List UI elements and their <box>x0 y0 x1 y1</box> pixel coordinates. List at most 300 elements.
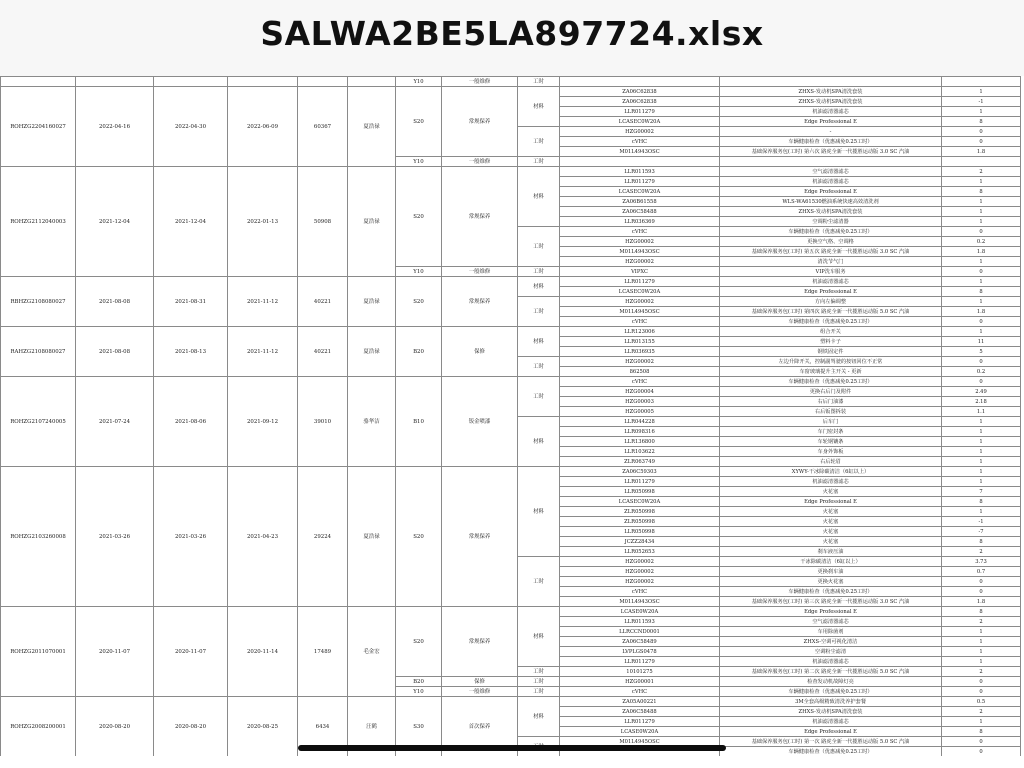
cell-quantity[interactable]: 8 <box>942 607 1021 617</box>
cell-empty[interactable] <box>1 77 76 87</box>
cell-date-open[interactable]: 2020-08-20 <box>76 697 154 757</box>
cell-category[interactable]: 工时 <box>518 687 560 697</box>
cell-part-number[interactable] <box>560 157 720 167</box>
cell-empty[interactable] <box>154 77 228 87</box>
cell-date-open[interactable]: 2021-08-08 <box>76 277 154 327</box>
cell-quantity[interactable]: 1 <box>942 197 1021 207</box>
cell-quantity[interactable]: 1 <box>942 297 1021 307</box>
cell-quantity[interactable]: 2.18 <box>942 397 1021 407</box>
cell-date-settle[interactable]: 2021-04-23 <box>228 467 298 607</box>
cell-part-number[interactable]: LLR052653 <box>560 547 720 557</box>
cell-quantity[interactable] <box>942 77 1021 87</box>
cell-quantity[interactable]: 1 <box>942 717 1021 727</box>
cell-description[interactable]: ZHXS-发动机SPA清洗套装 <box>720 207 942 217</box>
cell-quantity[interactable]: 0 <box>942 357 1021 367</box>
cell-project-type[interactable]: 一般维修 <box>442 157 518 167</box>
cell-description[interactable]: Edge Professional E <box>720 607 942 617</box>
cell-date-open[interactable]: 2021-03-26 <box>76 467 154 607</box>
cell-quantity[interactable]: 2 <box>942 547 1021 557</box>
cell-description[interactable]: 检查发动机故障灯亮 <box>720 677 942 687</box>
cell-part-number[interactable]: HZG00002 <box>560 567 720 577</box>
cell-quantity[interactable]: 0 <box>942 677 1021 687</box>
cell-description[interactable]: 空调粉尘滤清 <box>720 647 942 657</box>
cell-quantity[interactable]: 0 <box>942 227 1021 237</box>
cell-description[interactable]: 机油滤清器滤芯 <box>720 657 942 667</box>
cell-part-number[interactable]: LLR011279 <box>560 107 720 117</box>
cell-description[interactable]: Edge Professional E <box>720 497 942 507</box>
home-indicator[interactable] <box>298 745 726 751</box>
cell-quantity[interactable]: 8 <box>942 727 1021 737</box>
cell-description[interactable]: 干冰除碳清洁（6缸以上） <box>720 557 942 567</box>
cell-description[interactable]: 左边升降开关，控制副驾驶的按钮回位不正常 <box>720 357 942 367</box>
cell-part-number[interactable]: LLR050998 <box>560 527 720 537</box>
cell-description[interactable]: 火花塞 <box>720 537 942 547</box>
cell-part-number[interactable]: ZLR050998 <box>560 517 720 527</box>
cell-order-number[interactable]: ROHZG2103260008 <box>1 467 76 607</box>
cell-quantity[interactable]: 0 <box>942 127 1021 137</box>
cell-part-number[interactable]: LLR050998 <box>560 487 720 497</box>
cell-quantity[interactable]: 0 <box>942 137 1021 147</box>
cell-part-number[interactable]: ZA06C58489 <box>560 637 720 647</box>
cell-part-number[interactable]: M01L4943OSC <box>560 597 720 607</box>
cell-quantity[interactable]: 8 <box>942 537 1021 547</box>
cell-part-number[interactable]: M01L4945OSC <box>560 737 720 747</box>
cell-part-number[interactable]: HZG00002 <box>560 357 720 367</box>
cell-description[interactable]: 车辆健康检查（优惠减免0.25工时） <box>720 227 942 237</box>
cell-date-close[interactable]: 2021-03-26 <box>154 467 228 607</box>
cell-part-number[interactable]: ZA06C59303 <box>560 467 720 477</box>
cell-description[interactable]: Edge Professional E <box>720 287 942 297</box>
cell-quantity[interactable]: 0 <box>942 267 1021 277</box>
cell-category[interactable]: 工时 <box>518 157 560 167</box>
cell-description[interactable]: 火花塞 <box>720 487 942 497</box>
cell-part-number[interactable]: HZG00002 <box>560 297 720 307</box>
cell-project-code[interactable]: B20 <box>396 327 442 377</box>
cell-date-settle[interactable]: 2021-09-12 <box>228 377 298 467</box>
cell-description[interactable]: 空气滤清器滤芯 <box>720 617 942 627</box>
cell-part-number[interactable]: LLR044228 <box>560 417 720 427</box>
cell-project-code[interactable]: Y10 <box>396 157 442 167</box>
cell-part-number[interactable] <box>560 77 720 87</box>
cell-description[interactable]: 刹车液压油 <box>720 547 942 557</box>
cell-project-type[interactable]: 常规保养 <box>442 607 518 677</box>
cell-project-code[interactable]: S20 <box>396 87 442 157</box>
cell-order-number[interactable]: ROHZG2008200001 <box>1 697 76 757</box>
cell-mileage[interactable]: 29224 <box>298 467 348 607</box>
cell-part-number[interactable]: LVPLGS0478 <box>560 647 720 657</box>
cell-part-number[interactable]: M01L4943OSC <box>560 147 720 157</box>
cell-project-code[interactable]: B10 <box>396 377 442 467</box>
cell-project-type[interactable]: 钣金喷漆 <box>442 377 518 467</box>
cell-description[interactable]: 方向左偏调整 <box>720 297 942 307</box>
cell-description[interactable]: 机油滤清器滤芯 <box>720 107 942 117</box>
cell-order-number[interactable]: ROHZG2112040003 <box>1 167 76 277</box>
cell-part-number[interactable]: LCASE0W20A <box>560 727 720 737</box>
cell-quantity[interactable]: 1 <box>942 87 1021 97</box>
cell-order-number[interactable]: ROHZG2011070001 <box>1 607 76 697</box>
cell-description[interactable]: VIP洗车服务 <box>720 267 942 277</box>
cell-part-number[interactable]: 862508 <box>560 367 720 377</box>
cell-date-close[interactable]: 2021-08-31 <box>154 277 228 327</box>
cell-quantity[interactable]: -1 <box>942 517 1021 527</box>
cell-quantity[interactable]: 2 <box>942 617 1021 627</box>
cell-quantity[interactable]: 1.8 <box>942 147 1021 157</box>
cell-description[interactable]: 车用除菌剂 <box>720 627 942 637</box>
cell-quantity[interactable]: 0 <box>942 587 1021 597</box>
cell-part-number[interactable]: LCASEC0W20A <box>560 117 720 127</box>
cell-category[interactable]: 材料 <box>518 697 560 737</box>
cell-description[interactable]: - <box>720 127 942 137</box>
cell-part-number[interactable]: LLR013155 <box>560 337 720 347</box>
cell-description[interactable]: 组合开关 <box>720 327 942 337</box>
cell-project-type[interactable]: 常规保养 <box>442 467 518 607</box>
cell-quantity[interactable]: 8 <box>942 117 1021 127</box>
cell-description[interactable]: 右后钣图拆装 <box>720 407 942 417</box>
cell-description[interactable]: 机油滤清器滤芯 <box>720 177 942 187</box>
cell-part-number[interactable]: LLR123006 <box>560 327 720 337</box>
cell-part-number[interactable]: LCASEC0W20A <box>560 497 720 507</box>
cell-advisor[interactable]: 骆华洁 <box>348 377 396 467</box>
cell-mileage[interactable]: 60367 <box>298 87 348 167</box>
cell-description[interactable]: 车辆健康检查（优惠减免0.25工时） <box>720 747 942 757</box>
cell-description[interactable]: 基础保养服务包(工时) 第一次 路虎全新一代揽胜运动版 5.0 SC 汽油 <box>720 737 942 747</box>
cell-description[interactable]: 更换火花塞 <box>720 577 942 587</box>
cell-part-number[interactable]: LLRCCND0001 <box>560 627 720 637</box>
cell-date-settle[interactable]: 2022-06-09 <box>228 87 298 167</box>
cell-project-code[interactable]: S30 <box>396 697 442 757</box>
cell-quantity[interactable]: 8 <box>942 497 1021 507</box>
cell-quantity[interactable]: 0 <box>942 577 1021 587</box>
cell-quantity[interactable]: 1 <box>942 447 1021 457</box>
cell-category[interactable]: 工时 <box>518 357 560 377</box>
cell-date-close[interactable]: 2020-08-20 <box>154 697 228 757</box>
cell-category[interactable]: 材料 <box>518 417 560 467</box>
cell-quantity[interactable]: 1 <box>942 327 1021 337</box>
cell-date-settle[interactable]: 2022-01-13 <box>228 167 298 277</box>
cell-quantity[interactable]: 1 <box>942 627 1021 637</box>
cell-quantity[interactable]: 1 <box>942 257 1021 267</box>
cell-mileage[interactable]: 40221 <box>298 277 348 327</box>
cell-quantity[interactable]: 0.7 <box>942 567 1021 577</box>
cell-empty[interactable] <box>348 77 396 87</box>
cell-quantity[interactable]: 2.49 <box>942 387 1021 397</box>
cell-quantity[interactable]: 1 <box>942 177 1021 187</box>
cell-part-number[interactable]: HZG00002 <box>560 557 720 567</box>
cell-description[interactable]: 更换空气格、空调格 <box>720 237 942 247</box>
cell-description[interactable]: 塑料卡子 <box>720 337 942 347</box>
cell-date-settle[interactable]: 2021-11-12 <box>228 327 298 377</box>
cell-description[interactable]: 火花塞 <box>720 527 942 537</box>
cell-part-number[interactable]: LLR036369 <box>560 217 720 227</box>
cell-part-number[interactable]: LLR098316 <box>560 427 720 437</box>
cell-quantity[interactable]: 1 <box>942 217 1021 227</box>
cell-description[interactable] <box>720 157 942 167</box>
cell-project-type[interactable]: 保修 <box>442 327 518 377</box>
cell-quantity[interactable]: 1 <box>942 657 1021 667</box>
cell-description[interactable]: 更换刹车油 <box>720 567 942 577</box>
cell-quantity[interactable]: 2 <box>942 167 1021 177</box>
cell-description[interactable]: 空气滤清器滤芯 <box>720 167 942 177</box>
cell-order-number[interactable]: ROHZG2107240005 <box>1 377 76 467</box>
cell-part-number[interactable]: ZA06B61558 <box>560 197 720 207</box>
cell-description[interactable]: ZHXS-发动机SPA清洗套装 <box>720 87 942 97</box>
cell-part-number[interactable]: ZA05A00221 <box>560 697 720 707</box>
cell-category[interactable]: 材料 <box>518 167 560 227</box>
cell-description[interactable]: 机油滤清器滤芯 <box>720 277 942 287</box>
cell-empty[interactable] <box>298 77 348 87</box>
cell-part-number[interactable]: ZLR050998 <box>560 507 720 517</box>
cell-description[interactable]: Edge Professional E <box>720 727 942 737</box>
cell-category[interactable]: 材料 <box>518 87 560 127</box>
cell-part-number[interactable]: M01L4945OSC <box>560 307 720 317</box>
cell-quantity[interactable]: 8 <box>942 187 1021 197</box>
cell-quantity[interactable]: 1 <box>942 507 1021 517</box>
cell-date-settle[interactable]: 2020-08-25 <box>228 697 298 757</box>
cell-date-close[interactable]: 2021-08-06 <box>154 377 228 467</box>
cell-quantity[interactable]: 1.8 <box>942 597 1021 607</box>
cell-category[interactable]: 工时 <box>518 377 560 417</box>
cell-mileage[interactable]: 39010 <box>298 377 348 467</box>
cell-part-number[interactable]: LLR011279 <box>560 477 720 487</box>
cell-part-number[interactable]: HZG00001 <box>560 677 720 687</box>
cell-description[interactable]: 火花塞 <box>720 517 942 527</box>
cell-part-number[interactable]: JCZZ28434 <box>560 537 720 547</box>
cell-part-number[interactable]: cVHC <box>560 687 720 697</box>
cell-category[interactable]: 工时 <box>518 267 560 277</box>
cell-advisor[interactable]: 夏浩禄 <box>348 167 396 277</box>
cell-quantity[interactable]: 1 <box>942 457 1021 467</box>
cell-project-type[interactable]: 首次保养 <box>442 697 518 757</box>
cell-description[interactable]: WLS-WA61530燃油系统快速高效清洗剂 <box>720 197 942 207</box>
cell-project-type[interactable]: 常规保养 <box>442 167 518 267</box>
cell-description[interactable]: 右后轮眉 <box>720 457 942 467</box>
cell-quantity[interactable]: 0.5 <box>942 697 1021 707</box>
cell-part-number[interactable]: ZA06C62838 <box>560 87 720 97</box>
cell-category[interactable]: 材料 <box>518 277 560 297</box>
cell-mileage[interactable]: 40221 <box>298 327 348 377</box>
cell-project-code[interactable]: Y10 <box>396 267 442 277</box>
cell-quantity[interactable]: 0.2 <box>942 367 1021 377</box>
cell-description[interactable]: 更换右后门及附件 <box>720 387 942 397</box>
cell-order-number[interactable]: RAHZG2108080027 <box>1 327 76 377</box>
cell-part-number[interactable]: 10101275 <box>560 667 720 677</box>
cell-date-close[interactable]: 2021-08-13 <box>154 327 228 377</box>
cell-description[interactable]: 3M全套高级精致清洗养护套餐 <box>720 697 942 707</box>
cell-quantity[interactable]: 1 <box>942 277 1021 287</box>
cell-part-number[interactable]: ZA06C62838 <box>560 97 720 107</box>
cell-advisor[interactable]: 毛金宏 <box>348 607 396 697</box>
cell-part-number[interactable]: LLR011279 <box>560 177 720 187</box>
cell-part-number[interactable]: LLR011593 <box>560 617 720 627</box>
cell-description[interactable]: 基础保养服务包(工时) 第六次 路虎全新一代揽胜运动版 3.0 SC 汽油 <box>720 147 942 157</box>
cell-date-close[interactable]: 2020-11-07 <box>154 607 228 697</box>
cell-part-number[interactable]: ZA06C58488 <box>560 707 720 717</box>
cell-date-settle[interactable]: 2021-11-12 <box>228 277 298 327</box>
cell-part-number[interactable]: LLR011279 <box>560 277 720 287</box>
cell-description[interactable]: XYWY-干冰除碳清洁（6缸以上） <box>720 467 942 477</box>
cell-description[interactable]: 车辆健康检查（优惠减免0.25工时） <box>720 137 942 147</box>
cell-part-number[interactable]: ZLR063749 <box>560 457 720 467</box>
cell-quantity[interactable]: 1 <box>942 437 1021 447</box>
cell-quantity[interactable]: 1 <box>942 467 1021 477</box>
cell-part-number[interactable]: ZA06C58488 <box>560 207 720 217</box>
cell-date-close[interactable]: 2021-12-04 <box>154 167 228 277</box>
cell-part-number[interactable]: cVHC <box>560 377 720 387</box>
cell-project-type[interactable]: 一般维修 <box>442 77 518 87</box>
cell-project-code[interactable]: S20 <box>396 167 442 267</box>
cell-project-code[interactable]: S20 <box>396 277 442 327</box>
cell-description[interactable]: 车窗玻璃提升主开关 - 更新 <box>720 367 942 377</box>
cell-quantity[interactable]: 1 <box>942 637 1021 647</box>
cell-description[interactable] <box>720 77 942 87</box>
cell-project-type[interactable]: 常规保养 <box>442 277 518 327</box>
cell-category[interactable]: 材料 <box>518 327 560 357</box>
cell-advisor[interactable]: 夏浩禄 <box>348 327 396 377</box>
cell-category[interactable]: 工时 <box>518 667 560 677</box>
cell-quantity[interactable]: 2 <box>942 667 1021 677</box>
cell-project-type[interactable]: 常规保养 <box>442 87 518 157</box>
cell-category[interactable]: 材料 <box>518 607 560 667</box>
cell-part-number[interactable]: LCASEC0W20A <box>560 187 720 197</box>
cell-quantity[interactable]: 1.1 <box>942 407 1021 417</box>
cell-project-type[interactable]: 一般维修 <box>442 267 518 277</box>
cell-quantity[interactable]: 1 <box>942 477 1021 487</box>
cell-description[interactable]: 基础保养服务包(工时) 第四次 路虎全新一代揽胜运动版 5.0 SC 汽油 <box>720 307 942 317</box>
cell-quantity[interactable]: 1 <box>942 207 1021 217</box>
cell-part-number[interactable]: HZG00004 <box>560 387 720 397</box>
cell-description[interactable]: 清洗节气门 <box>720 257 942 267</box>
cell-date-close[interactable]: 2022-04-30 <box>154 87 228 167</box>
cell-description[interactable]: 火花塞 <box>720 507 942 517</box>
cell-part-number[interactable]: LLR011279 <box>560 717 720 727</box>
cell-quantity[interactable]: 5 <box>942 347 1021 357</box>
cell-description[interactable]: 车辆健康检查（优惠减免0.25工时） <box>720 377 942 387</box>
cell-advisor[interactable]: 夏浩禄 <box>348 467 396 607</box>
cell-part-number[interactable]: LCASE0W20A <box>560 607 720 617</box>
cell-date-settle[interactable]: 2020-11-14 <box>228 607 298 697</box>
cell-quantity[interactable]: 0 <box>942 687 1021 697</box>
cell-part-number[interactable]: HZG00002 <box>560 127 720 137</box>
cell-quantity[interactable]: 0 <box>942 317 1021 327</box>
cell-category[interactable]: 工时 <box>518 677 560 687</box>
cell-description[interactable]: 机油滤清器滤芯 <box>720 477 942 487</box>
cell-empty[interactable] <box>76 77 154 87</box>
cell-description[interactable]: 车辆健康检查（优惠减免0.25工时） <box>720 687 942 697</box>
cell-part-number[interactable]: HZG00003 <box>560 397 720 407</box>
cell-quantity[interactable]: 0.2 <box>942 237 1021 247</box>
cell-order-number[interactable]: ROHZG2204160027 <box>1 87 76 167</box>
cell-advisor[interactable]: 汪鹤 <box>348 697 396 757</box>
cell-quantity[interactable]: 0 <box>942 747 1021 757</box>
cell-part-number[interactable]: LCASEC0W20A <box>560 287 720 297</box>
cell-quantity[interactable]: 2 <box>942 707 1021 717</box>
cell-description[interactable]: 车辆健康检查（优惠减免0.25工时） <box>720 317 942 327</box>
cell-part-number[interactable]: LLR011593 <box>560 167 720 177</box>
cell-description[interactable]: 基础保养服务包(工时) 第三次 路虎全新一代揽胜运动版 3.0 SC 汽油 <box>720 597 942 607</box>
cell-description[interactable]: 基础保养服务包(工时) 第五次 路虎全新一代揽胜运动版 3.0 SC 汽油 <box>720 247 942 257</box>
cell-category[interactable]: 工时 <box>518 77 560 87</box>
cell-advisor[interactable]: 夏浩禄 <box>348 87 396 167</box>
cell-description[interactable]: 机油滤清器滤芯 <box>720 717 942 727</box>
cell-quantity[interactable]: 1.8 <box>942 247 1021 257</box>
cell-category[interactable]: 材料 <box>518 467 560 557</box>
cell-category[interactable]: 工时 <box>518 227 560 267</box>
cell-quantity[interactable]: 1 <box>942 107 1021 117</box>
cell-part-number[interactable]: HZG00002 <box>560 257 720 267</box>
cell-description[interactable]: ZHXS-发动机SPA清洗套装 <box>720 707 942 717</box>
cell-project-code[interactable]: Y10 <box>396 687 442 697</box>
cell-date-open[interactable]: 2021-07-24 <box>76 377 154 467</box>
spreadsheet-view[interactable] <box>0 76 1024 756</box>
cell-description[interactable]: 右后门油漆 <box>720 397 942 407</box>
cell-project-code[interactable]: Y10 <box>396 77 442 87</box>
cell-project-type[interactable]: 一般维修 <box>442 687 518 697</box>
cell-project-code[interactable]: B20 <box>396 677 442 687</box>
cell-quantity[interactable]: -1 <box>942 97 1021 107</box>
cell-project-code[interactable]: S20 <box>396 467 442 607</box>
cell-part-number[interactable]: LLR136800 <box>560 437 720 447</box>
cell-part-number[interactable]: cVHC <box>560 587 720 597</box>
cell-quantity[interactable]: 3.73 <box>942 557 1021 567</box>
cell-part-number[interactable]: LLR103622 <box>560 447 720 457</box>
cell-quantity[interactable]: 1 <box>942 427 1021 437</box>
cell-description[interactable]: 车身外饰板 <box>720 447 942 457</box>
cell-date-open[interactable]: 2022-04-16 <box>76 87 154 167</box>
cell-description[interactable]: 空调粉尘滤清器 <box>720 217 942 227</box>
cell-quantity[interactable]: -7 <box>942 527 1021 537</box>
cell-quantity[interactable]: 8 <box>942 287 1021 297</box>
cell-quantity[interactable]: 11 <box>942 337 1021 347</box>
cell-date-open[interactable]: 2021-12-04 <box>76 167 154 277</box>
cell-part-number[interactable]: LLR011279 <box>560 657 720 667</box>
cell-date-open[interactable]: 2020-11-07 <box>76 607 154 697</box>
cell-quantity[interactable]: 0 <box>942 737 1021 747</box>
cell-description[interactable]: ZHXS-发动机SPA清洗套装 <box>720 97 942 107</box>
cell-part-number[interactable]: cVHC <box>560 137 720 147</box>
cell-empty[interactable] <box>228 77 298 87</box>
cell-description[interactable]: 车门密封条 <box>720 427 942 437</box>
cell-project-code[interactable]: S20 <box>396 607 442 677</box>
cell-category[interactable]: 工时 <box>518 297 560 327</box>
cell-part-number[interactable]: cVHC <box>560 227 720 237</box>
cell-quantity[interactable]: 1 <box>942 417 1021 427</box>
cell-description[interactable]: 钢铁固定件 <box>720 347 942 357</box>
cell-part-number[interactable]: HZG00002 <box>560 237 720 247</box>
cell-category[interactable]: 工时 <box>518 557 560 607</box>
cell-quantity[interactable]: 0 <box>942 377 1021 387</box>
cell-order-number[interactable]: RBHZG2108080027 <box>1 277 76 327</box>
cell-description[interactable]: 后车门 <box>720 417 942 427</box>
cell-part-number[interactable]: M01L4943OSC <box>560 247 720 257</box>
cell-part-number[interactable]: HZG00005 <box>560 407 720 417</box>
cell-quantity[interactable]: 7 <box>942 487 1021 497</box>
cell-part-number[interactable]: LLR036935 <box>560 347 720 357</box>
cell-quantity[interactable]: 1.8 <box>942 307 1021 317</box>
cell-advisor[interactable]: 夏浩禄 <box>348 277 396 327</box>
cell-description[interactable]: ZHXS-空调可视化清洁 <box>720 637 942 647</box>
cell-mileage[interactable]: 6434 <box>298 697 348 757</box>
cell-description[interactable]: 基础保养服务包(工时) 第二次 路虎全新一代揽胜运动版 5.0 SC 汽油 <box>720 667 942 677</box>
cell-mileage[interactable]: 50908 <box>298 167 348 277</box>
cell-quantity[interactable] <box>942 157 1021 167</box>
cell-description[interactable]: 车辆健康检查（优惠减免0.25工时） <box>720 587 942 597</box>
cell-description[interactable]: 车轮钢镶条 <box>720 437 942 447</box>
cell-description[interactable]: Edge Professional E <box>720 117 942 127</box>
cell-category[interactable]: 工时 <box>518 127 560 157</box>
cell-part-number[interactable]: HZG00002 <box>560 577 720 587</box>
cell-date-open[interactable]: 2021-08-08 <box>76 327 154 377</box>
cell-mileage[interactable]: 17489 <box>298 607 348 697</box>
